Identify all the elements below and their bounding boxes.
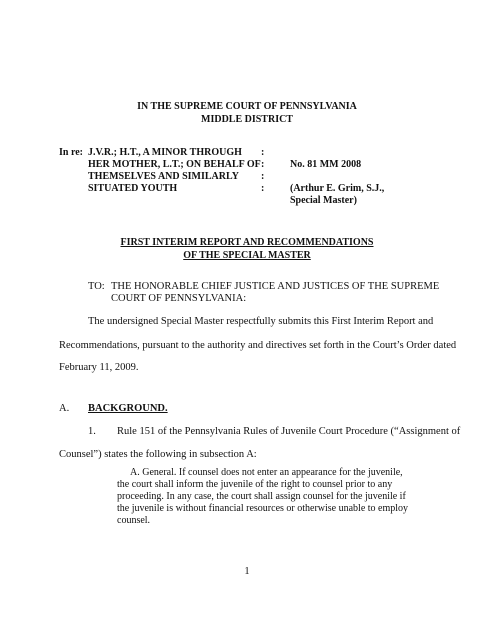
intro-line-3: February 11, 2009. <box>59 362 139 373</box>
block-quote-line-1: A. General. If counsel does not enter an appearance for the juvenile, <box>130 467 403 478</box>
report-title-line-1: FIRST INTERIM REPORT AND RECOMMENDATIONS <box>120 237 374 248</box>
caption-colon-1: : <box>261 147 265 158</box>
section-a-heading: BACKGROUND. <box>88 403 168 414</box>
intro-line-1: The undersigned Special Master respectfully submits this First Interim Report and <box>88 316 434 327</box>
court-district: MIDDLE DISTRICT <box>201 114 293 125</box>
intro-line-2: Recommendations, pursuant to the authority and directives set forth in the Court’s Order dated <box>59 340 457 351</box>
caption-party-line-4: SITUATED YOUTH <box>88 183 178 194</box>
court-name: IN THE SUPREME COURT OF PENNSYLVANIA <box>137 101 357 112</box>
to-addressee-line-1: THE HONORABLE CHIEF JUSTICE AND JUSTICES OF THE SUPREME <box>111 281 440 292</box>
block-quote-line-2: the court shall inform the juvenile of the right to counsel prior to any <box>117 479 393 490</box>
block-quote-line-4: the juvenile is without financial resources or otherwise unable to employ <box>117 503 409 514</box>
to-label: TO: <box>88 281 105 292</box>
special-master-line-1: (Arthur E. Grim, S.J., <box>290 183 385 194</box>
caption-party-line-1: J.V.R.; H.T., A MINOR THROUGH <box>88 147 242 158</box>
page-number: 1 <box>244 566 250 577</box>
caption-colon-2: : <box>261 159 265 170</box>
block-quote-line-3: proceeding. In any case, the court shall assign counsel for the juvenile if <box>117 491 406 502</box>
report-title-line-2: OF THE SPECIAL MASTER <box>183 250 311 261</box>
docket-number: No. 81 MM 2008 <box>290 159 362 170</box>
caption-in-re: In re: <box>59 147 83 158</box>
section-a-letter: A. <box>59 403 70 414</box>
block-quote-line-5: counsel. <box>117 515 151 526</box>
para-1-line-2: Counsel”) states the following in subsection A: <box>59 449 257 460</box>
to-addressee-line-2: COURT OF PENNSYLVANIA: <box>111 293 247 304</box>
caption-party-line-2: HER MOTHER, L.T.; ON BEHALF OF <box>88 159 261 170</box>
caption-colon-4: : <box>261 183 265 194</box>
para-1-line-1: Rule 151 of the Pennsylvania Rules of Juvenile Court Procedure (“Assignment of <box>117 426 461 437</box>
special-master-line-2: Special Master) <box>290 195 357 206</box>
caption-party-line-3: THEMSELVES AND SIMILARLY <box>88 171 239 182</box>
para-1-number: 1. <box>88 426 96 437</box>
caption-colon-3: : <box>261 171 265 182</box>
